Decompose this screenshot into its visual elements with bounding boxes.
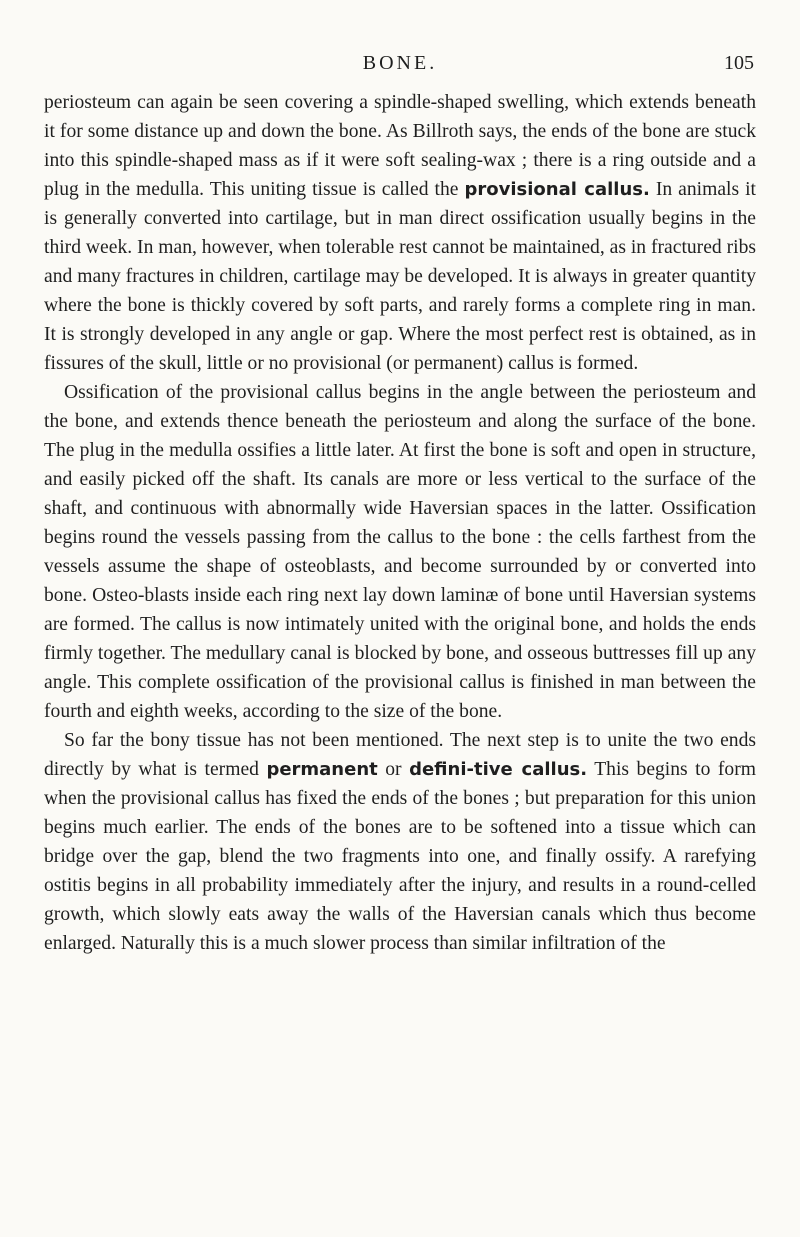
running-head-title: BONE. [362, 52, 438, 74]
text-segment: So far the bony tissue has not been mentioned. The next step is to unite the two ends directly by what is termed [44, 730, 756, 780]
paragraph-3 [44, 726, 756, 958]
text-segment: In animals it is generally converted into cartilage, but in man direct ossification usually begins in the third week. In man, however, when tolerable rest cannot be maintained, as in fractured ribs and many fractures in children, cartilage may be developed. It is always in greater quantity where the bone is thickly covered by soft parts, and rarely forms a complete ring in man. It is strongly developed in any angle or gap. Where the most perfect rest is obtained, as in fissures of the skull, little or no provisional (or permanent) callus is formed. [44, 179, 757, 374]
text-segment: Ossification of the provisional callus begins in the angle between the periosteum and the bone, and extends thence beneath the periosteum and along the surface of the bone. The plug in the medulla ossifies a little later. At first the bone is soft and open in structure, and easily picked off the shaft. Its canals are more or less vertical to the surface of the shaft, and continuous with abnormally wide Haversian spaces in the latter. Ossification begins round the vessels passing from the callus to the bone : the cells farthest from the vessels assume the shape of osteoblasts, and become surrounded by or converted into bone. Osteo-blasts inside each ring next lay down laminæ of bone until Haversian systems are formed. The callus is now intimately united with the original bone, and holds the ends firmly together. The medullary canal is blocked by bone, and osseous buttresses fill up any angle. This complete ossification of the provisional callus is finished in man between the fourth and eighth weeks, according to the size of the bone. [44, 382, 756, 722]
term-definitive-callus: defini-tive callus. [409, 759, 588, 780]
term-permanent: permanent [266, 759, 378, 780]
paragraph-2 [44, 378, 756, 726]
text-segment: or [377, 759, 410, 780]
page-number: 105 [724, 52, 754, 74]
body-text [44, 88, 756, 958]
term-provisional-callus: provisional callus. [464, 179, 650, 200]
text-segment: This begins to form when the provisional callus has fixed the ends of the bones ; but preparation for this union begins much earlier. The ends of the bones are to be softened into a tissue which can bridge over the gap, blend the two fragments into one, and finally ossify. A rarefying ostitis begins in all probability immediately after the injury, and results in a round-celled growth, which slowly eats away the walls of the Haversian canals which thus become enlarged. Naturally this is a much slower process than similar infiltration of the [44, 759, 756, 954]
paragraph-1 [44, 88, 756, 378]
running-head [44, 52, 756, 88]
text-segment: periosteum can again be seen covering a spindle-shaped swelling, which extends beneath it for some distance up and down the bone. As Billroth says, the ends of the bone are stuck into this spindle-shaped mass as if it were soft sealing-wax ; there is a ring outside and a plug in the medulla. This uniting tissue is called the [44, 92, 756, 200]
